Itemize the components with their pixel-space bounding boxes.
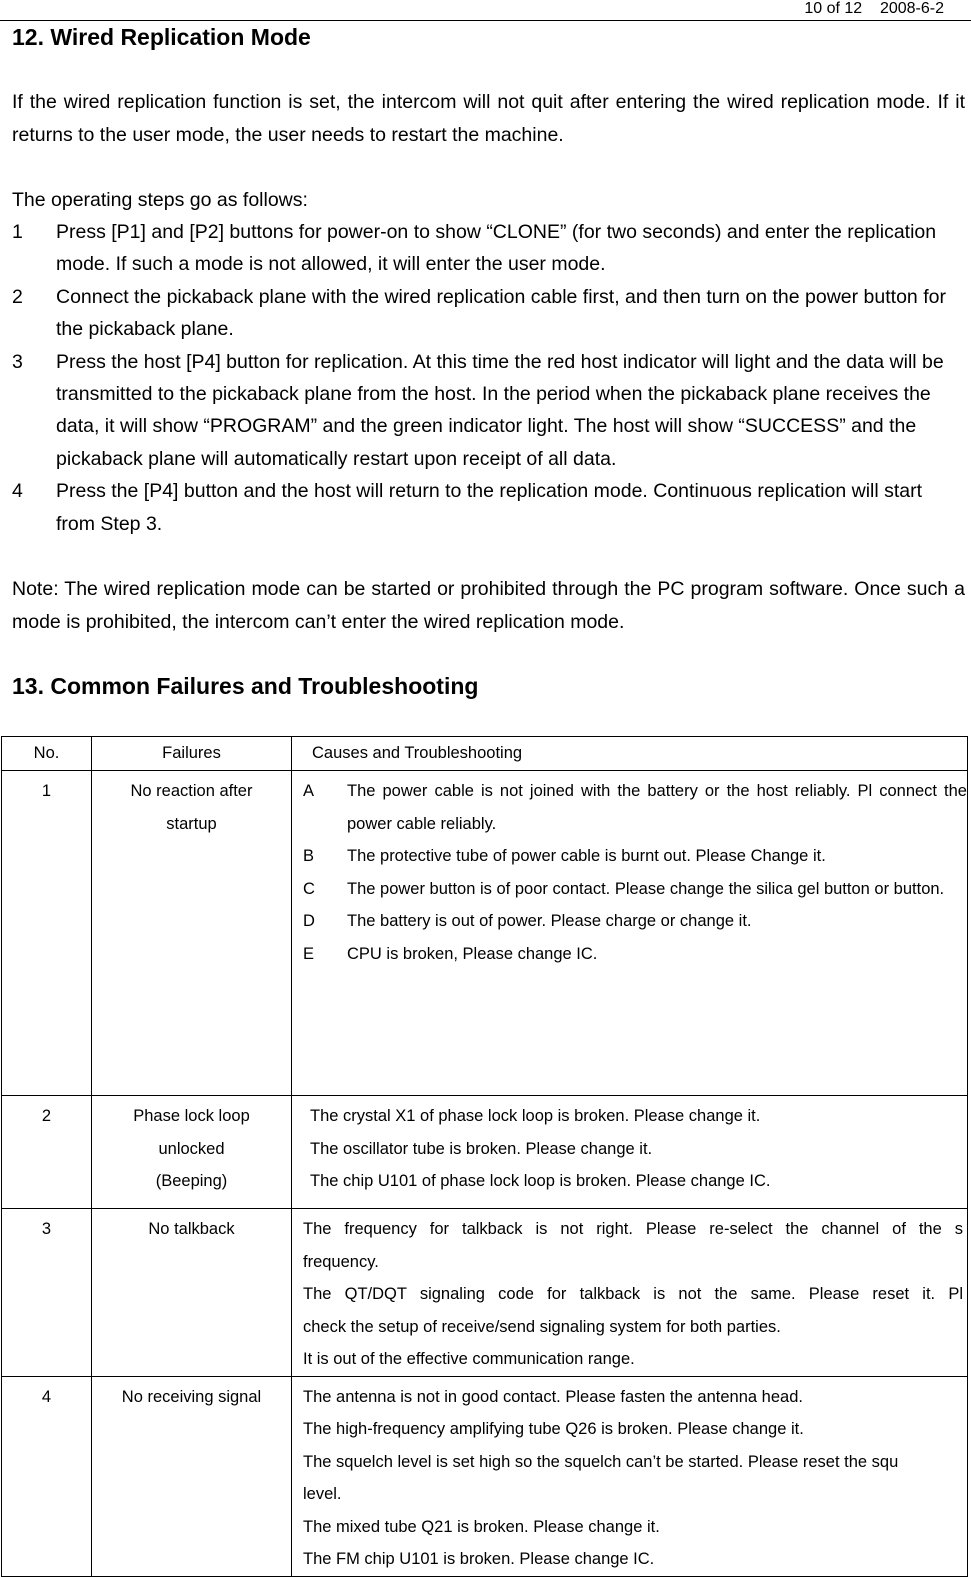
row-failure: No reaction after startup	[92, 771, 292, 1096]
table-header-row	[2, 737, 968, 771]
step-item	[12, 346, 965, 476]
cause-text: The antenna is not in good contact. Please fasten the antenna head.	[303, 1387, 803, 1406]
header-no: No.	[2, 737, 92, 771]
cause-letter: C	[303, 879, 315, 898]
page-number	[804, 0, 944, 18]
cause-text: The high-frequency amplifying tube Q26 is broken. Please change it.	[303, 1420, 804, 1438]
cause-letter: B	[303, 847, 315, 865]
page-date: 2008-6-2	[879, 0, 944, 17]
section-13-title: 13. Common Failures and Troubleshooting	[12, 673, 479, 699]
cause-item	[303, 938, 967, 971]
step-number: 3	[12, 350, 23, 373]
cause-item	[303, 873, 967, 906]
step-item	[12, 475, 965, 540]
row-causes	[292, 1209, 968, 1377]
cause-text: The FM chip U101 is broken. Please change IC.	[303, 1550, 655, 1568]
cause-text: The crystal X1 of phase lock loop is broken. Please change it.	[310, 1107, 761, 1125]
row-causes	[292, 771, 968, 1096]
row-number: 1	[2, 771, 92, 1096]
cause-text: The squelch level is set high so the squelch can’t be started. Please reset the squ	[303, 1452, 899, 1471]
row-failure: No receiving signal	[92, 1376, 292, 1576]
cause-text: The protective tube of power cable is burnt out. Please Change it.	[347, 847, 826, 865]
table-row	[2, 1209, 968, 1377]
step-text: Connect the pickaback plane with the wired replication cable first, and then turn on the power button for the pickaback plane.	[56, 285, 946, 341]
section-12-intro: If the wired replication function is set, the intercom will not quit after entering the wired replication mode. If it returns to the user mode, the user needs to restart the machine.	[12, 91, 965, 146]
table-row	[2, 1376, 968, 1576]
page-header	[0, 0, 971, 21]
section-12-title: 12. Wired Replication Mode	[12, 24, 311, 50]
cause-text: level.	[303, 1485, 342, 1503]
step-number: 1	[12, 221, 23, 243]
cause-text: The chip U101 of phase lock loop is broken. Please change IC.	[310, 1172, 771, 1190]
cause-item	[303, 775, 967, 840]
cause-letter: A	[303, 782, 315, 800]
header-causes: Causes and Troubleshooting	[292, 737, 968, 771]
cause-text: The power cable is not joined with the battery or the host reliably. Pl connect the power cable reliably.	[347, 782, 967, 833]
cause-text: It is out of the effective communication range.	[303, 1350, 635, 1368]
failure-line: Phase lock loop	[133, 1107, 250, 1125]
cause-text: The mixed tube Q21 is broken. Please change it.	[303, 1517, 660, 1536]
step-number: 4	[12, 480, 23, 503]
row-number: 4	[2, 1376, 92, 1576]
cause-item	[303, 840, 967, 873]
cause-letter: E	[303, 944, 315, 963]
cause-item	[303, 905, 967, 938]
step-text: Press [P1] and [P2] buttons for power-on to show “CLONE” (for two seconds) and enter the replication mode. If such a mode is not allowed, it will enter the user mode.	[56, 221, 937, 276]
failure-line: unlocked	[158, 1139, 225, 1158]
cause-text: frequency.	[303, 1252, 379, 1271]
cause-text: CPU is broken, Please change IC.	[347, 944, 598, 963]
table-row	[2, 771, 968, 1096]
cause-text: check the setup of receive/send signaling system for both parties.	[303, 1317, 781, 1336]
step-text: Press the [P4] button and the host will return to the replication mode. Continuous replication will start from Step 3.	[56, 480, 923, 535]
row-failure: No talkback	[92, 1209, 292, 1377]
step-item	[12, 216, 965, 281]
failures-table	[1, 736, 968, 1577]
cause-text: The oscillator tube is broken. Please change it.	[310, 1139, 653, 1158]
cause-letter: D	[303, 912, 315, 930]
cause-text: The QT/DQT signaling code for talkback is not the same. Please reset it. Pl	[303, 1285, 963, 1303]
row-failure	[92, 1096, 292, 1209]
table-row	[2, 1096, 968, 1209]
step-text: Press the host [P4] button for replication. At this time the red host indicator will light and the data will be transmitted to the pickaback plane from the host. In the period when the pickaback plane receives the data, it will show “PROGRAM” and the green indicator light. The host will show “SUCCESS” and the pickaback plane will automatically restart upon receipt of all data.	[56, 350, 944, 470]
row-causes	[292, 1096, 968, 1209]
page-count: 10 of 12	[804, 0, 863, 17]
row-causes	[292, 1376, 968, 1576]
cause-text: The frequency for talkback is not right. Please re-select the channel of the s	[303, 1220, 963, 1238]
section-12-note: Note: The wired replication mode can be started or prohibited through the PC program software. Once such a mode is prohibited, the intercom can’t enter the wired replication mode.	[12, 578, 965, 633]
step-number: 2	[12, 285, 23, 308]
step-item	[12, 281, 965, 346]
row-number: 2	[2, 1096, 92, 1209]
steps-list	[12, 216, 965, 540]
header-failures: Failures	[92, 737, 292, 771]
row-number: 3	[2, 1209, 92, 1377]
steps-label: The operating steps go as follows:	[12, 189, 308, 211]
cause-text: The power button is of poor contact. Please change the silica gel button or button.	[347, 879, 945, 898]
cause-text: The battery is out of power. Please charge or change it.	[347, 912, 752, 930]
failure-line: (Beeping)	[155, 1172, 228, 1190]
